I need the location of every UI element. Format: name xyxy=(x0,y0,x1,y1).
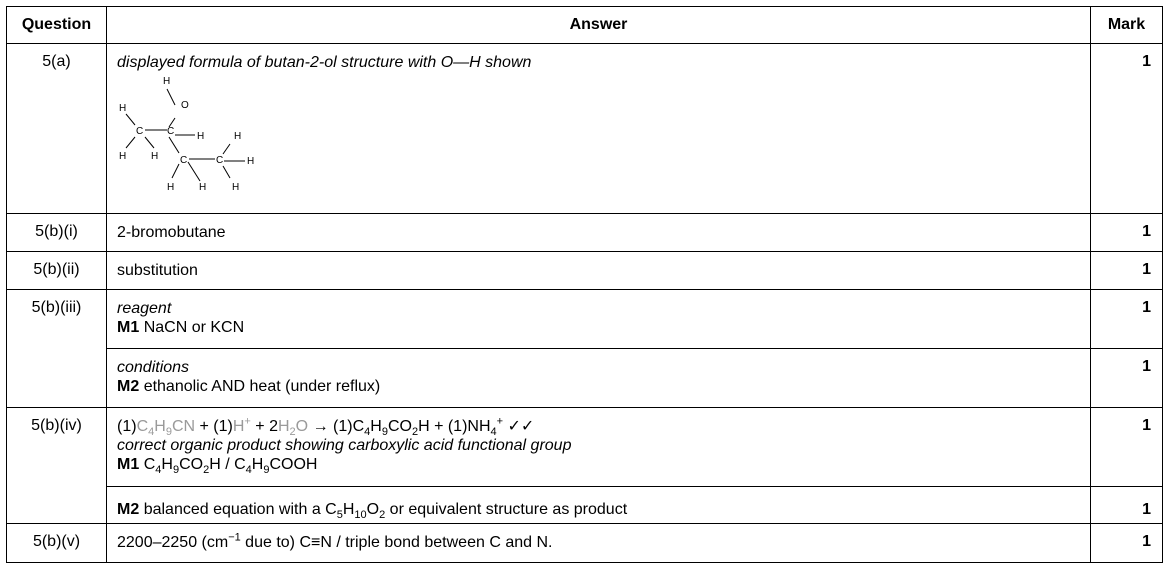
atom-h: H xyxy=(119,151,127,162)
atom-c: C xyxy=(180,155,188,166)
header-answer: Answer xyxy=(107,7,1091,44)
atom-h: H xyxy=(199,182,207,193)
row-5biii-conditions xyxy=(7,349,1163,408)
mark-5bi: 1 xyxy=(1091,214,1163,252)
atom-h: H xyxy=(163,76,171,87)
answer-5biv-m1: M1 $C_4H_9CO_2H$ / $C_4H_9COOH$ xyxy=(117,456,318,477)
mark-5biii-conditions: 1 xyxy=(1091,349,1163,408)
atom-h: H xyxy=(232,182,240,193)
answer-5biv-desc: correct organic product showing carboxylic acid functional group xyxy=(117,437,572,454)
atom-c: C xyxy=(167,126,175,137)
marker-m2: M2 xyxy=(117,378,140,395)
atom-h: H xyxy=(234,131,242,142)
atom-h: H xyxy=(167,182,175,193)
atom-h: H xyxy=(151,151,159,162)
question-5biii: 5(b)(iii) xyxy=(7,290,107,408)
row-5bi xyxy=(7,214,1163,252)
atom-h: H xyxy=(197,131,205,142)
atom-h: H xyxy=(119,103,127,114)
question-5bii: 5(b)(ii) xyxy=(7,252,107,290)
mark-5biii-reagent: 1 xyxy=(1091,290,1163,349)
mark-5biv-2: 1 xyxy=(1091,487,1163,524)
atom-h: H xyxy=(247,156,255,167)
question-5bi: 5(b)(i) xyxy=(7,214,107,252)
header-mark: Mark xyxy=(1091,7,1163,44)
equation: $(1)C_4H_9CN + (1)H^+ + 2H_2O \to (1)C_4H_9CO_2H + (1)NH_4^+$ ✓✓ xyxy=(117,415,535,439)
atom-o: O xyxy=(181,100,189,111)
row-5a xyxy=(7,44,1163,214)
answer-5bii: substitution xyxy=(107,252,1091,290)
butan-2-ol-structure xyxy=(117,74,277,204)
answer-5bv: 2200–2250 ($cm^{-1}$ due to) C≡N / triple bond between C and N. xyxy=(107,524,1091,563)
mark-5bii: 1 xyxy=(1091,252,1163,290)
question-5bv: 5(b)(v) xyxy=(7,524,107,563)
label-reagent: reagent xyxy=(117,300,172,317)
answer-conditions: ethanolic AND heat (under reflux) xyxy=(143,378,381,395)
question-5a: 5(a) xyxy=(7,44,107,214)
question-5biv: 5(b)(iv) xyxy=(7,408,107,524)
mark-5biv-1: 1 xyxy=(1091,408,1163,487)
answer-reagent: NaCN or KCN xyxy=(143,319,245,336)
row-5bv xyxy=(7,524,1163,563)
label-conditions: conditions xyxy=(117,359,190,376)
marker-m1: M1 xyxy=(117,319,140,336)
row-5biii-reagent xyxy=(7,290,1163,349)
answer-5a: displayed formula of butan-2-ol structure with O—H shown xyxy=(117,54,532,71)
header-row xyxy=(7,7,1163,44)
row-5biv-m2 xyxy=(7,487,1163,524)
atom-c: C xyxy=(216,155,224,166)
row-5biv-equation xyxy=(7,408,1163,487)
header-question: Question xyxy=(7,7,107,44)
atom-c: C xyxy=(136,126,144,137)
answer-5bi: 2-bromobutane xyxy=(107,214,1091,252)
row-5bii xyxy=(7,252,1163,290)
mark-scheme-table xyxy=(6,6,1163,563)
answer-5biv-m2: M2 balanced equation with a $C_5H_{10}O_2$ or equivalent structure as product xyxy=(107,487,1091,524)
mark-5bv: 1 xyxy=(1091,524,1163,563)
mark-5a: 1 xyxy=(1091,44,1163,214)
